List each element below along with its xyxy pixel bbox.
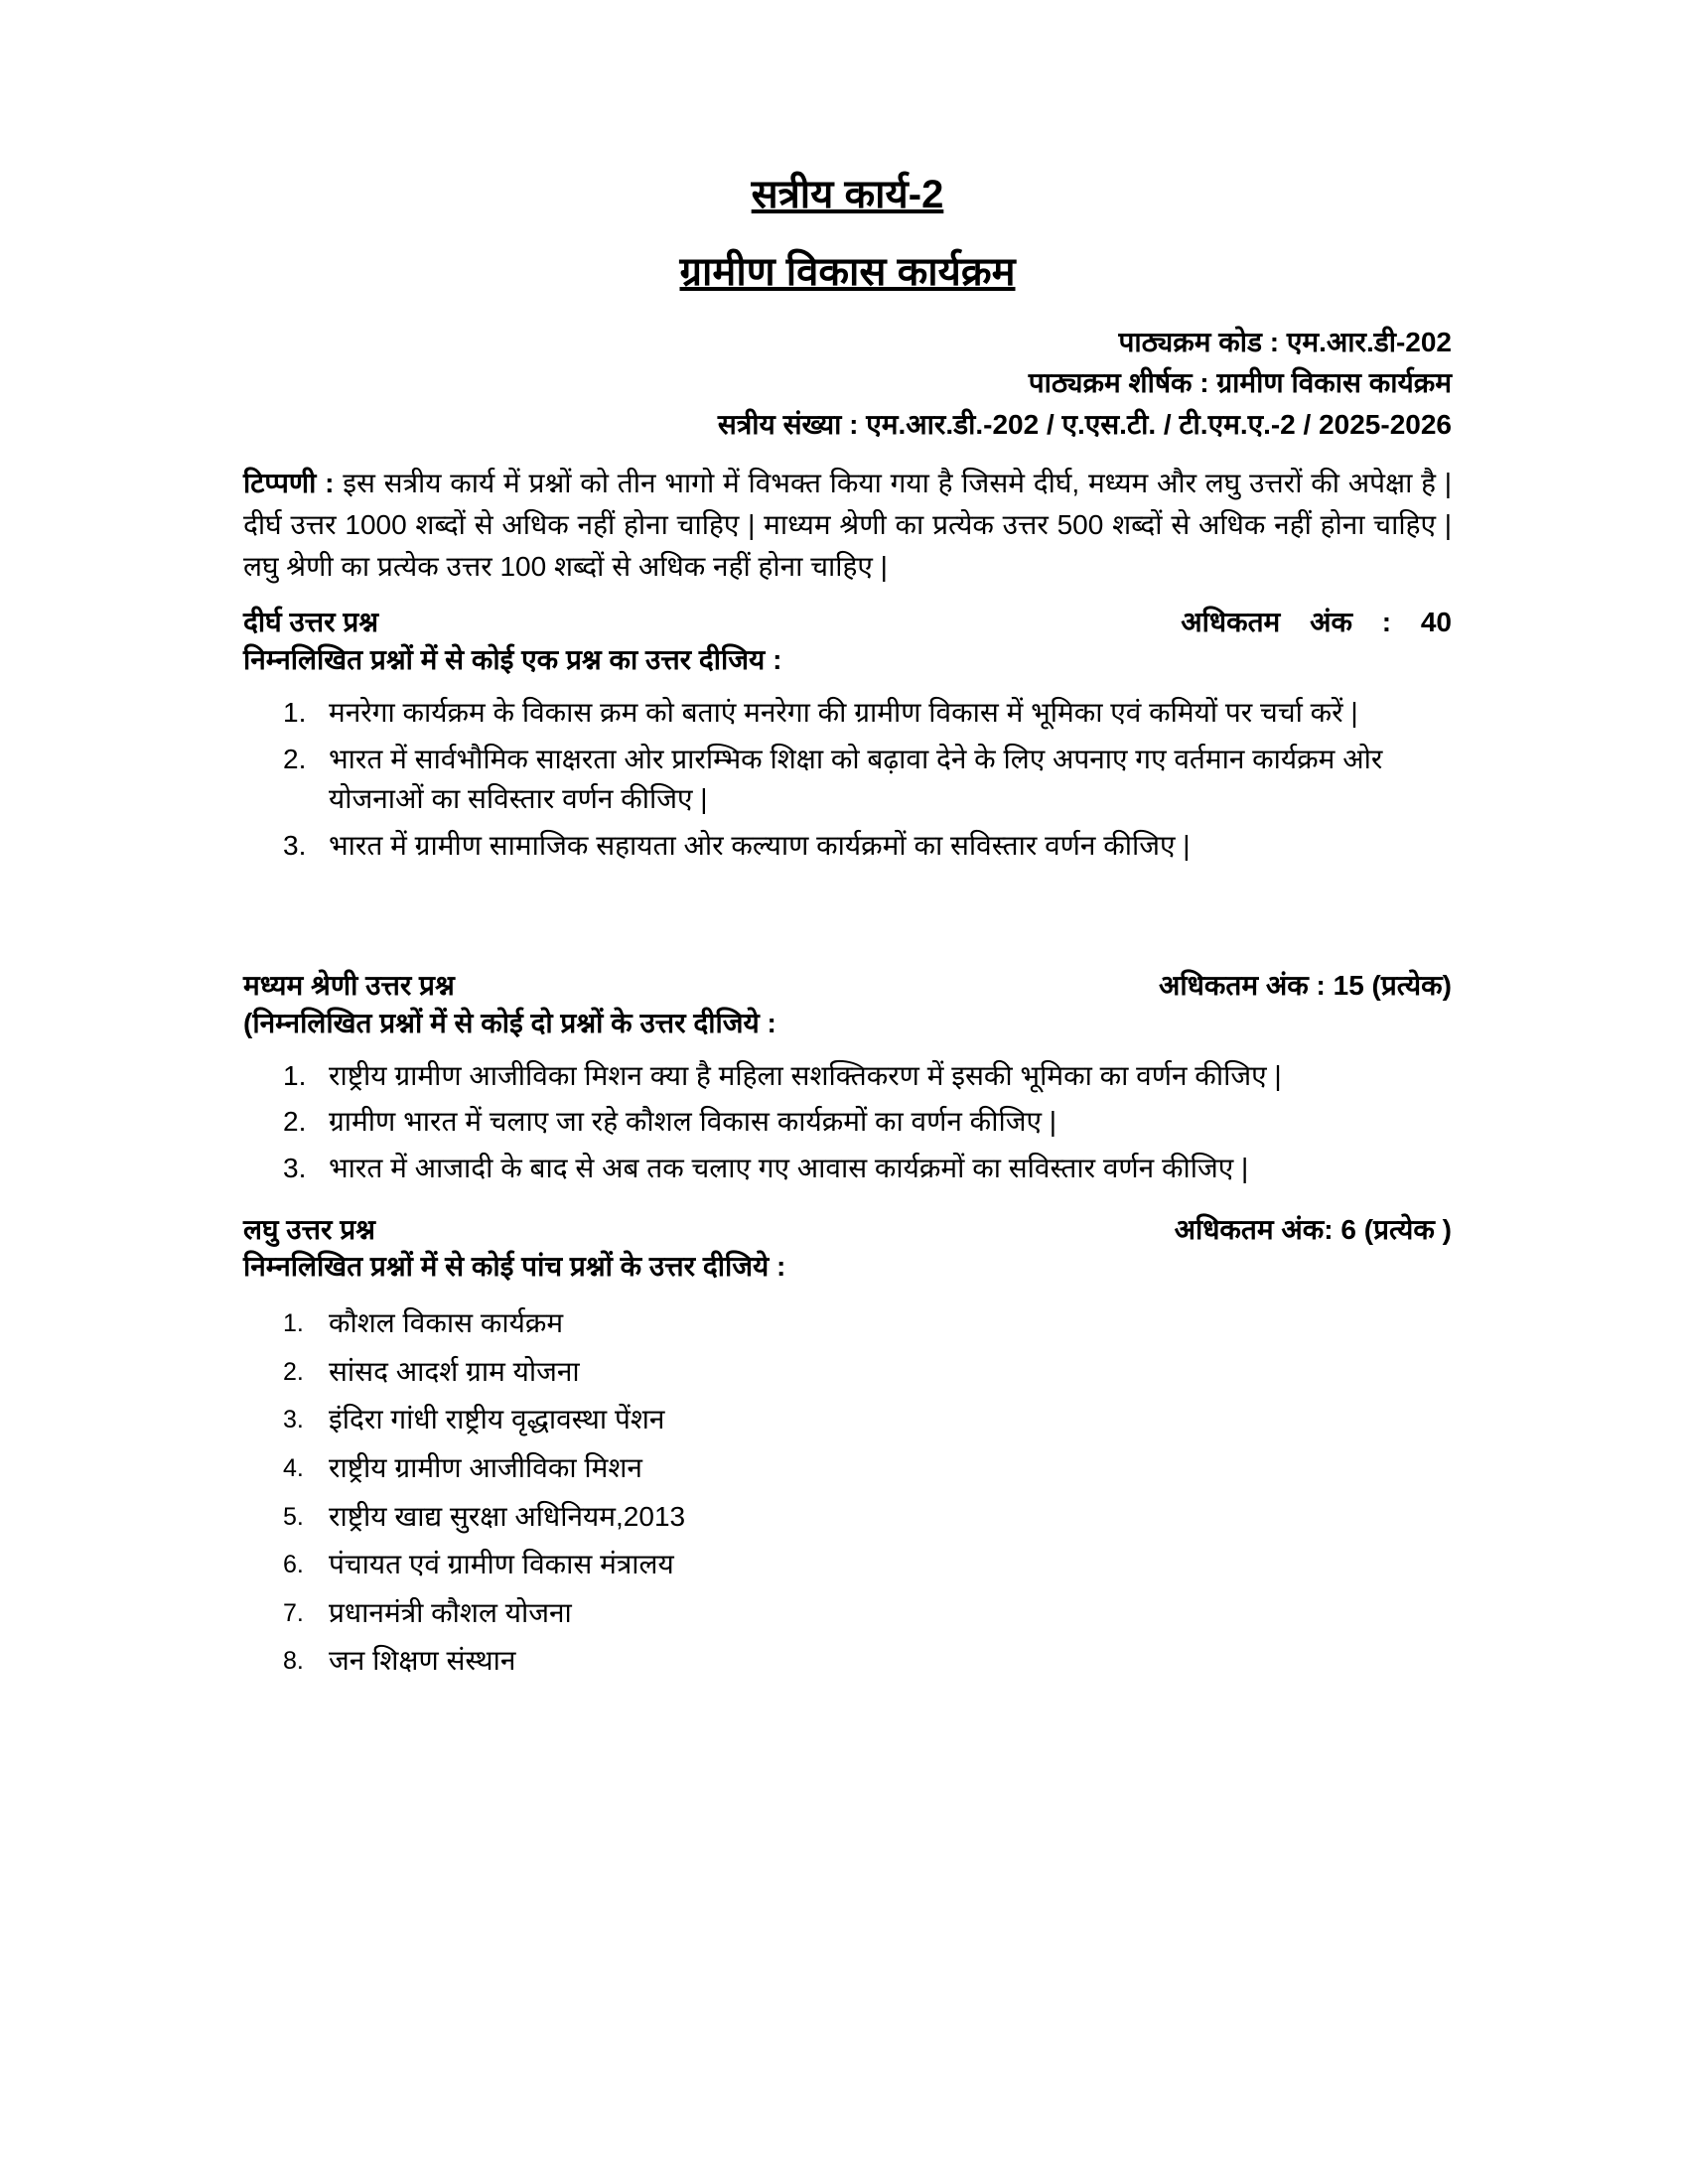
list-item: भारत में आजादी के बाद से अब तक चलाए गए आवास कार्यक्रमों का सविस्तार वर्णन कीजिए | (329, 1153, 1249, 1184)
course-code-line: पाठ्यक्रम कोड : एम.आर.डी-202 (1118, 327, 1452, 357)
programme-title: ग्रामीण विकास कार्यक्रम (679, 250, 1016, 294)
note-paragraph (243, 463, 1452, 588)
long-answer-instruction: निम्नलिखित प्रश्नों में से कोई एक प्रश्न का उत्तर दीजिय : (243, 644, 782, 676)
medium-answer-marks: अधिकतम अंक : 15 (प्रत्येक) (1159, 970, 1452, 1002)
list-item: राष्ट्रीय खाद्य सुरक्षा अधिनियम,2013 (329, 1500, 686, 1532)
note-text: इस सत्रीय कार्य में प्रश्नों को तीन भागो में विभक्त किया गया है जिसमे दीर्घ, मध्यम और लघु उत्तरों की अपेक्षा है | दीर्घ उत्तर 1000 शब्दों से अधिक नहीं होना चाहिए | माध्यम श्रेणी का प्रत्येक उत्तर 500 शब्दों से अधिक नहीं होना चाहिए | लघु श्रेणी का प्रत्येक उत्तर 100 शब्दों से अधिक नहीं होना चाहिए | (243, 468, 1452, 583)
short-answer-question-list (243, 1299, 1452, 1685)
short-answer-heading: लघु उत्तर प्रश्न (243, 1213, 375, 1245)
long-answer-heading: दीर्घ उत्तर प्रश्न (243, 607, 379, 638)
section-spacer (243, 1195, 1452, 1211)
assignment-title: सत्रीय कार्य-2 (751, 173, 944, 216)
medium-answer-section-head (243, 967, 1452, 1005)
list-item: भारत में ग्रामीण सामाजिक सहायता ओर कल्याण कार्यक्रमों का सविस्तार वर्णन कीजिए | (329, 829, 1191, 861)
long-answer-section-head (243, 604, 1452, 641)
list-item: मनरेगा कार्यक्रम के विकास क्रम को बताएं मनरेगा की ग्रामीण विकास में भूमिका एवं कमियों पर चर्चा करें | (329, 696, 1358, 728)
short-answer-section-head (243, 1211, 1452, 1249)
course-info-block (243, 322, 1452, 445)
list-item: प्रधानमंत्री कौशल योजना (329, 1596, 572, 1628)
section-spacer (243, 872, 1452, 967)
course-title-line: पाठ्यक्रम शीर्षक : ग्रामीण विकास कार्यक्रम (1028, 367, 1452, 399)
list-item: पंचायत एवं ग्रामीण विकास मंत्रालय (329, 1549, 674, 1580)
list-item: ग्रामीण भारत में चलाए जा रहे कौशल विकास कार्यक्रमों का वर्णन कीजिए | (329, 1106, 1057, 1138)
list-item: राष्ट्रीय ग्रामीण आजीविका मिशन (329, 1452, 642, 1484)
short-answer-instruction: निम्नलिखित प्रश्नों में से कोई पांच प्रश्नों के उत्तर दीजिये : (243, 1251, 786, 1283)
note-label: टिप्पणी : (243, 468, 335, 499)
list-item: कौशल विकास कार्यक्रम (329, 1307, 564, 1339)
list-item: राष्ट्रीय ग्रामीण आजीविका मिशन क्या है महिला सशक्तिकरण में इसकी भूमिका का वर्णन कीजिए | (329, 1059, 1282, 1091)
long-answer-question-list (243, 693, 1452, 866)
list-item: जन शिक्षण संस्थान (329, 1645, 516, 1677)
list-item: इंदिरा गांधी राष्ट्रीय वृद्धावस्था पेंशन (329, 1404, 665, 1435)
short-answer-marks: अधिकतम अंक: 6 (प्रत्येक ) (1174, 1213, 1452, 1245)
medium-answer-heading: मध्यम श्रेणी उत्तर प्रश्न (243, 970, 455, 1002)
medium-answer-question-list (243, 1056, 1452, 1189)
list-item: सांसद आदर्श ग्राम योजना (329, 1355, 580, 1387)
medium-answer-instruction: (निम्नलिखित प्रश्नों में से कोई दो प्रश्नों के उत्तर दीजिये : (243, 1008, 776, 1039)
session-number-line: सत्रीय संख्या : एम.आर.डी.-202 / ए.एस.टी. / टी.एम.ए.-2 / 2025-2026 (717, 408, 1452, 440)
long-answer-marks: अधिकतम अंक : 40 (1181, 607, 1452, 638)
list-item: भारत में सार्वभौमिक साक्षरता ओर प्रारम्भिक शिक्षा को बढ़ावा देने के लिए अपनाए गए वर्तमान कार्यक्रम ओर योजनाओं का सविस्तार वर्णन कीजिए | (329, 743, 1383, 815)
